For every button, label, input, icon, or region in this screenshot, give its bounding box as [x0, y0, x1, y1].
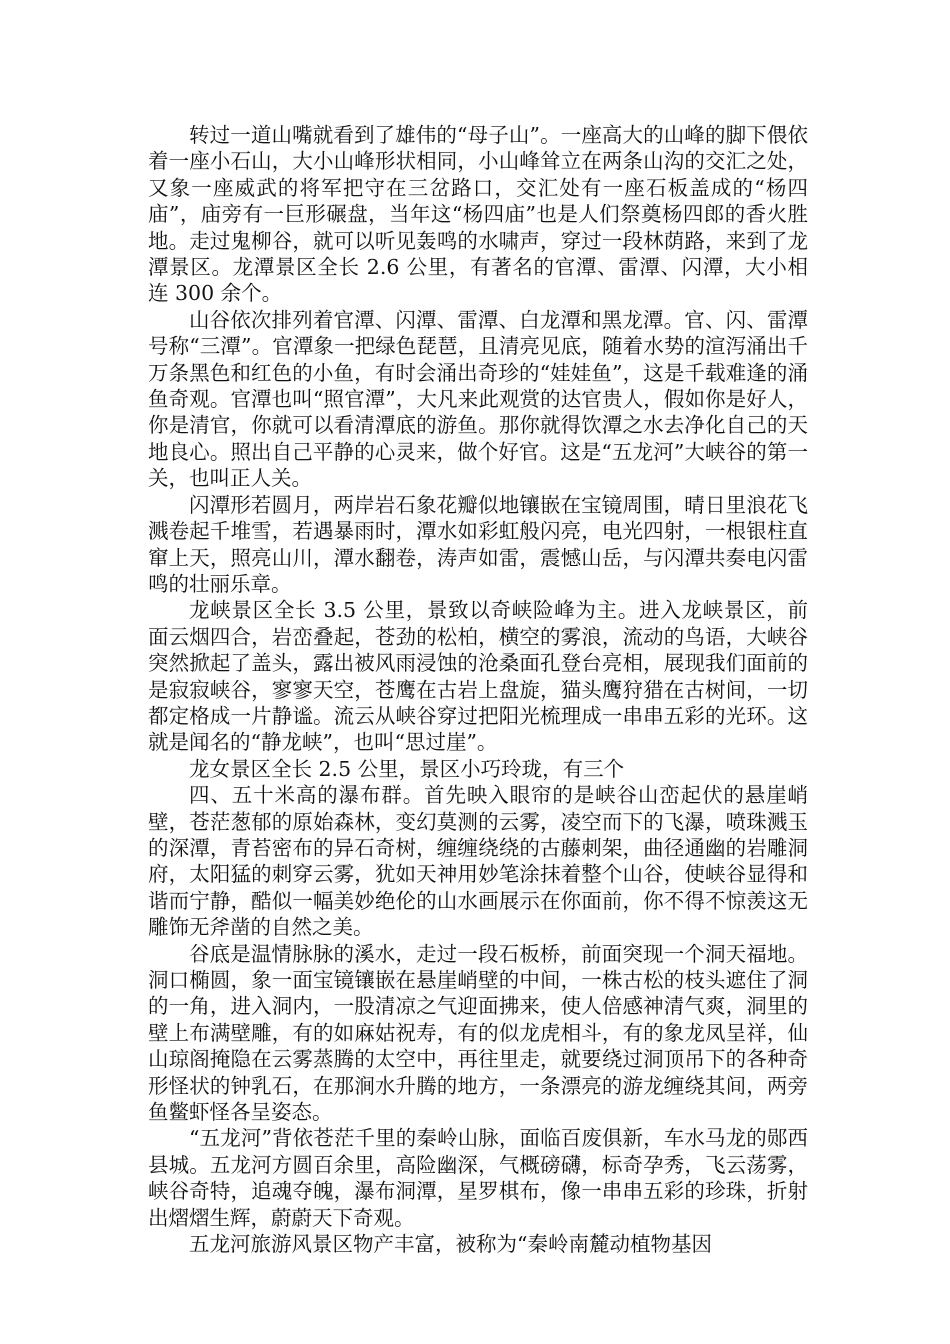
paragraph-cave: 谷底是温情脉脉的溪水，走过一段石板桥，前面突现一个洞天福地。洞口椭圆，象一面宝镜镶嵌在悬崖峭壁的中间，一株古松的枝头遮住了洞的一角，进入洞内，一股清凉之气迎面拂来，使人倍感神清气爽，洞里的壁上布满壁雕，有的如麻姑祝寿，有的似龙虎相斗，有的象龙凤呈祥，仙山琼阁掩隐在云雾蒸腾的太空中，再往里走，就要绕过洞顶吊下的各种奇形怪状的钟乳石，在那涧水升腾的地方，一条漂亮的游龙缠绕其间，两旁鱼鳖虾怪各呈姿态。: [148, 941, 808, 1125]
paragraph-mother-son-mountain: 转过一道山嘴就看到了雄伟的“母子山”。一座高大的山峰的脚下偎依着一座小石山，大小山峰形状相同，小山峰耸立在两条山沟的交汇之处，又象一座威武的将军把守在三岔路口，交汇处有一座石板盖成的“杨四庙”，庙旁有一巨形碾盘，当年这“杨四庙”也是人们祭奠杨四郎的香火胜地。走过鬼柳谷，就可以听见轰鸣的水啸声，穿过一段林荫路，来到了龙潭景区。龙潭景区全长 2.6 公里，有著名的官潭、雷潭、闪潭，大小相连 300 余个。: [148, 123, 808, 306]
document-body: [148, 122, 808, 1257]
paragraph-wulong-river: “五龙河”背依苍茫千里的秦岭山脉，面临百废俱新，车水马龙的郧西县城。五龙河方圆百余里，高险幽深，气概磅礴，标奇孕秀，飞云荡雾，峡谷奇特，追魂夺魄，瀑布洞潭，星罗棋布，像一串串五彩的珍珠，折射出熠熠生辉，蔚蔚天下奇观。: [148, 1126, 808, 1230]
paragraph-flash-pool: 闪潭形若圆月，两岸岩石象花瓣似地镶嵌在宝镜周围，晴日里浪花飞溅卷起千堆雪，若遇暴雨时，潭水如彩虹般闪亮，电光四射，一根银柱直窜上天，照亮山川，潭水翻卷，涛声如雷，震憾山岳，与闪潭共奏电闪雷鸣的壮丽乐章。: [148, 492, 808, 596]
paragraph-resources: 五龙河旅游风景区物产丰富，被称为“秦岭南麓动植物基因: [189, 1232, 712, 1257]
paragraph-dragon-gorge: 龙峡景区全长 3.5 公里，景致以奇峡险峰为主。进入龙峡景区，前面云烟四合，岩峦叠起，苍劲的松柏，横空的雾浪，流动的鸟语，大峡谷突然掀起了盖头，露出被风雨浸蚀的沧桑面孔登台亮相，展现我们面前的是寂寂峡谷，寥寥天空，苍鹰在古岩上盘旋，猫头鹰狩猎在古树间，一切都定格成一片静谧。流云从峡谷穿过把阳光梳理成一串串五彩的光环。这就是闻名的“静龙峡”，也叫“思过崖”。: [148, 598, 808, 755]
paragraph-three-pools: 山谷依次排列着官潭、闪潭、雷潭、白龙潭和黑龙潭。官、闪、雷潭号称“三潭”。官潭象一把绿色琵琶，且清亮见底，随着水势的渲泻涌出千万条黑色和红色的小鱼，有时会涌出奇珍的“娃娃鱼”，这是千载难逢的涌鱼奇观。官潭也叫“照官潭”，大凡来此观赏的达官贵人，假如你是好人，你是清官，你就可以看清潭底的游鱼。那你就得饮潭之水去净化自己的天地良心。照出自己平静的心灵来，做个好官。这是“五龙河”大峡谷的第一关，也叫正人关。: [148, 307, 808, 491]
paragraph-dragon-girl-area: 龙女景区全长 2.5 公里，景区小巧玲珑，有三个: [189, 756, 625, 781]
paragraph-waterfalls: 四、五十米高的瀑布群。首先映入眼帘的是峡谷山峦起伏的悬崖峭壁，苍茫葱郁的原始森林，变幻莫测的云雾，凌空而下的飞瀑，喷珠溅玉的深潭，青苔密布的异石奇树，缠缠绕绕的古藤刺架，曲径通幽的岩雕洞府，太阳猛的刺穿云雾，犹如天神用妙笔涂抹着整个山谷，使峡谷显得和谐而宁静，酷似一幅美妙绝伦的山水画展示在你面前，你不得不惊羡这无雕饰无斧凿的自然之美。: [148, 783, 808, 940]
